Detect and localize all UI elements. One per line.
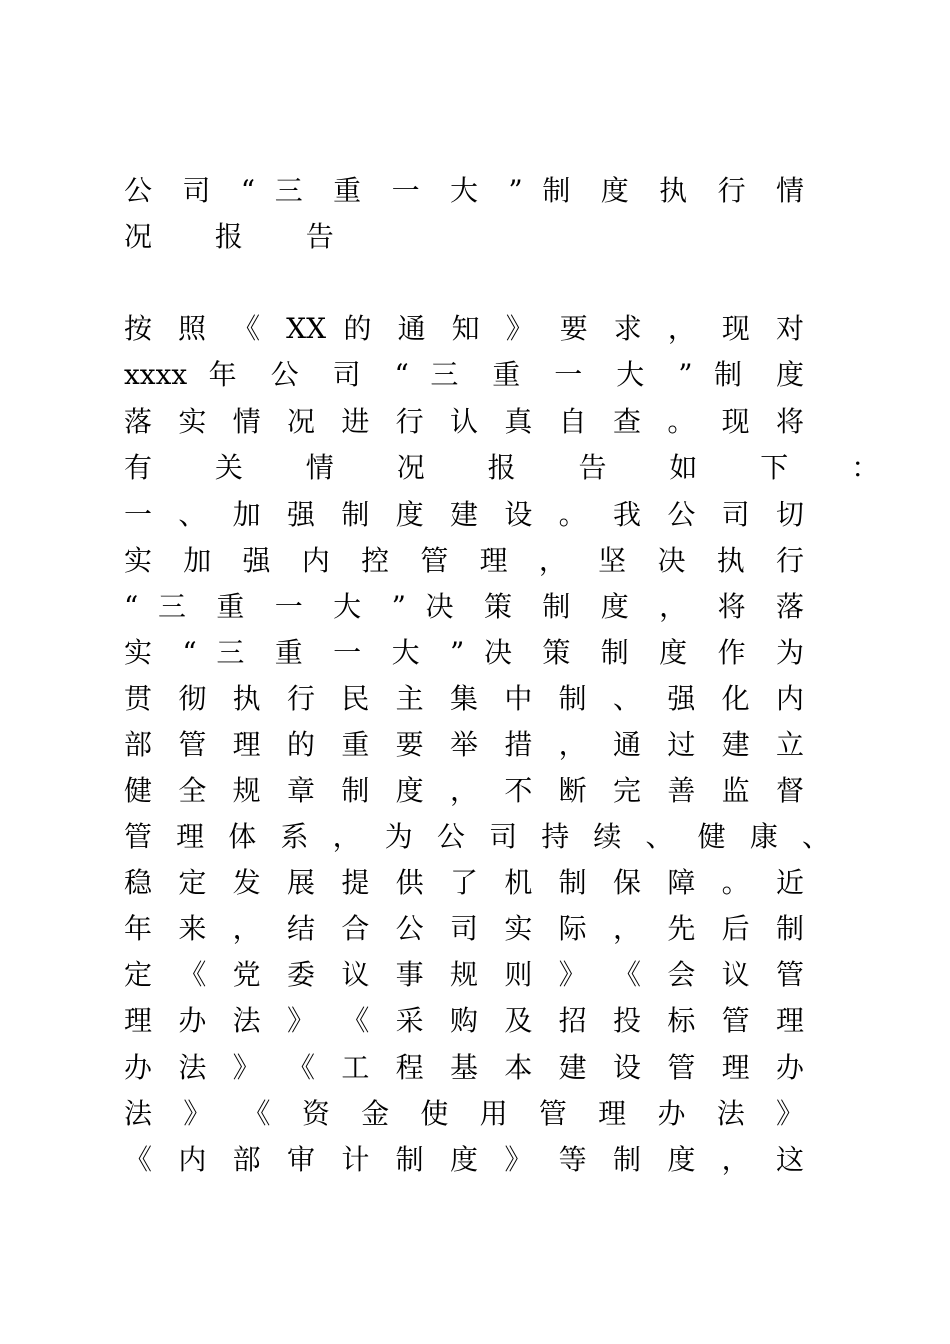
body-line-1: 按 照 《 XX 的 通 知 》 要 求 ， 现 对 [124,312,804,345]
body-line-12: 管 理 体 系 ， 为 公 司 持 续 、 健 康 、 [124,820,830,853]
document-title-line-1: 公 司 “ 三 重 一 大 ” 制 度 执 行 情 [124,174,804,207]
body-line-5: 一 、 加 强 制 度 建 设 。 我 公 司 切 [124,498,804,531]
body-line-2: xxxx 年 公 司 “ 三 重 一 大 ” 制 度 [124,358,804,391]
body-line-14: 年 来 ， 结 合 公 司 实 际 ， 先 后 制 [124,912,804,945]
body-line-7: “ 三 重 一 大 ” 决 策 制 度 ， 将 落 [124,590,804,623]
body-line-8: 实 “ 三 重 一 大 ” 决 策 制 度 作 为 [124,636,804,669]
body-line-13: 稳 定 发 展 提 供 了 机 制 保 障 。 近 [124,866,804,899]
body-line-3: 落 实 情 况 进 行 认 真 自 查 。 现 将 [124,405,804,438]
body-line-11: 健 全 规 章 制 度 ， 不 断 完 善 监 督 [124,774,804,807]
body-line-9: 贯 彻 执 行 民 主 集 中 制 、 强 化 内 [124,682,804,715]
body-line-17: 办 法 》 《 工 程 基 本 建 设 管 理 办 [124,1051,804,1084]
body-line-10: 部 管 理 的 重 要 举 措 ， 通 过 建 立 [124,728,804,761]
body-line-16: 理 办 法 》 《 采 购 及 招 投 标 管 理 [124,1004,804,1037]
body-line-18: 法 》 《 资 金 使 用 管 理 办 法 》 [124,1097,804,1130]
body-line-6: 实 加 强 内 控 管 理 ， 坚 决 执 行 [124,544,804,577]
body-line-15: 定 《 党 委 议 事 规 则 》 《 会 议 管 [124,958,804,991]
body-line-4: 有 关 情 况 报 告 如 下 ： [124,451,907,484]
document-title-line-2: 况 报 告 [124,220,361,253]
body-line-19: 《 内 部 审 计 制 度 》 等 制 度 ， 这 [124,1143,804,1176]
